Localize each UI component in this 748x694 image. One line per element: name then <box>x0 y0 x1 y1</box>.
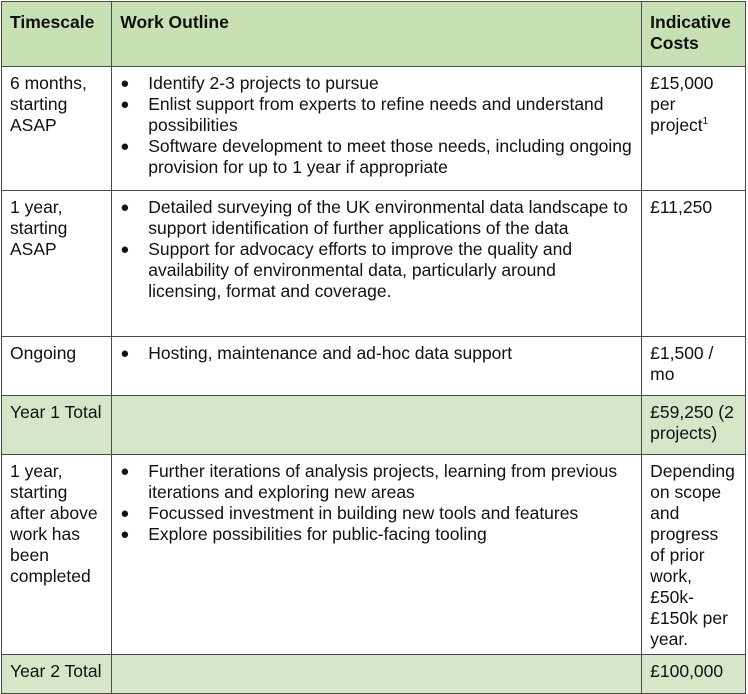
bullet-icon: ● <box>120 345 130 362</box>
table-row <box>2 455 746 655</box>
list-item-text: Focussed investment in building new tools and features <box>148 503 579 523</box>
list-item <box>120 524 633 545</box>
cost-cell <box>642 67 746 191</box>
work-items-list <box>120 197 633 302</box>
bullet-icon: ● <box>120 463 130 480</box>
timescale-cell: Ongoing <box>2 337 112 396</box>
list-item <box>120 197 633 239</box>
list-item-text: Further iterations of analysis projects, learning from previous iterations and exploring new areas <box>148 461 618 502</box>
timescale-cell: 1 year, starting after above work has been completed <box>2 455 112 655</box>
total-row <box>2 396 746 455</box>
list-item <box>120 136 633 178</box>
total-label: Year 2 Total <box>2 655 112 694</box>
work-outline-cell <box>112 337 642 396</box>
work-outline-cell <box>112 191 642 337</box>
header-indicative-costs: Indicative Costs <box>642 2 746 67</box>
table-row <box>2 67 746 191</box>
cost-value: £15,000 per project <box>650 73 714 135</box>
list-item <box>120 239 633 302</box>
table-row <box>2 191 746 337</box>
bullet-icon: ● <box>120 138 130 155</box>
work-items-list <box>120 73 633 178</box>
total-cost: £59,250 (2 projects) <box>642 396 746 455</box>
work-outline-cell <box>112 455 642 655</box>
list-item-text: Explore possibilities for public-facing tooling <box>148 524 487 544</box>
list-item <box>120 73 633 94</box>
work-items-list <box>120 343 633 364</box>
list-item <box>120 94 633 136</box>
timescale-cell: 1 year, starting ASAP <box>2 191 112 337</box>
cost-cell: £11,250 <box>642 191 746 337</box>
total-label: Year 1 Total <box>2 396 112 455</box>
list-item <box>120 503 633 524</box>
header-row <box>2 2 746 67</box>
list-item-text: Enlist support from experts to refine needs and understand possibilities <box>148 94 604 135</box>
total-cost: £100,000 <box>642 655 746 694</box>
total-row <box>2 655 746 694</box>
work-items-list <box>120 461 633 545</box>
empty-cell <box>112 655 642 694</box>
list-item <box>120 461 633 503</box>
bullet-icon: ● <box>120 199 130 216</box>
bullet-icon: ● <box>120 75 130 92</box>
footnote-marker: 1 <box>702 116 709 128</box>
list-item-text: Identify 2-3 projects to pursue <box>148 73 379 93</box>
list-item-text: Software development to meet those needs, including ongoing provision for up to 1 year if appropriate <box>148 136 632 177</box>
list-item-text: Support for advocacy efforts to improve the quality and availability of environmental data, particularly around licensing, format and coverage. <box>148 239 573 301</box>
timescale-cell: 6 months, starting ASAP <box>2 67 112 191</box>
work-outline-cell <box>112 67 642 191</box>
bullet-icon: ● <box>120 96 130 113</box>
table-row <box>2 337 746 396</box>
funding-plan-table <box>1 1 746 694</box>
header-work-outline: Work Outline <box>112 2 642 67</box>
list-item-text: Hosting, maintenance and ad-hoc data support <box>148 343 513 363</box>
bullet-icon: ● <box>120 526 130 543</box>
bullet-icon: ● <box>120 241 130 258</box>
header-timescale: Timescale <box>2 2 112 67</box>
cost-cell: Depending on scope and progress of prior work, £50k-£150k per year. <box>642 455 746 655</box>
empty-cell <box>112 396 642 455</box>
cost-cell: £1,500 / mo <box>642 337 746 396</box>
bullet-icon: ● <box>120 505 130 522</box>
list-item-text: Detailed surveying of the UK environmental data landscape to support identification of further applications of the data <box>148 197 628 238</box>
list-item <box>120 343 633 364</box>
